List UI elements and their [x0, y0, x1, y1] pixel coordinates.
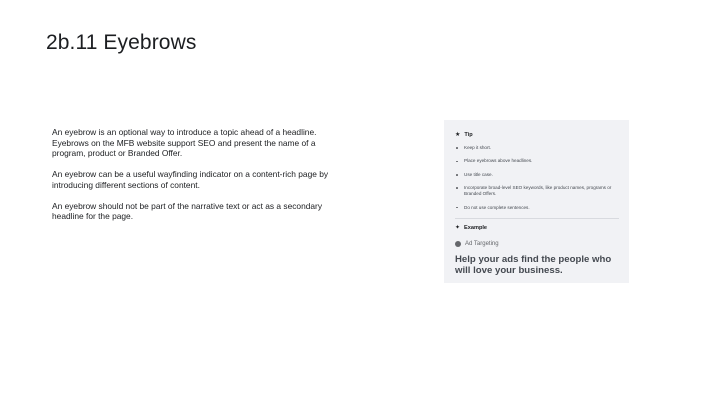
- tip-list: [455, 145, 619, 211]
- body-paragraph-1: An eyebrow is an optional way to introduce a topic ahead of a headline. Eyebrows on the MFB website support SEO and present the name of a program, product or Branded Offer.: [52, 127, 317, 158]
- tip-heading: [455, 131, 619, 139]
- body-paragraph-2: An eyebrow can be a useful wayfinding indicator on a content-rich page by introducing different sections of content.: [52, 169, 329, 190]
- tip-item: Keep it short.: [455, 145, 619, 151]
- example-eyebrow-row: [455, 240, 619, 248]
- tip-item: Use title case.: [455, 172, 619, 178]
- tip-item: Do not use complete sentences.: [455, 205, 619, 211]
- tip-item: Place eyebrows above headlines.: [455, 158, 619, 164]
- body-paragraph-3: An eyebrow should not be part of the narrative text or act as a secondary headline for the page.: [52, 200, 323, 221]
- example-eyebrow: Ad Targeting: [465, 240, 499, 247]
- tip-item: Incorporate broad-level SEO keywords, like product names, programs or Branded Offers.: [455, 185, 619, 197]
- tip-label: Tip: [464, 132, 473, 138]
- example-headline: Help your ads find the people who will love your business.: [455, 253, 612, 277]
- star-icon: ★: [455, 132, 461, 138]
- example-label: Example: [464, 224, 488, 231]
- panel-divider: [455, 218, 619, 219]
- guidance-panel: [444, 120, 629, 283]
- body-text: [52, 127, 332, 232]
- example-heading: [455, 224, 619, 232]
- sparkle-icon: ✦: [455, 224, 461, 231]
- target-icon: [455, 241, 461, 247]
- page-title: 2b.11 Eyebrows: [46, 31, 197, 54]
